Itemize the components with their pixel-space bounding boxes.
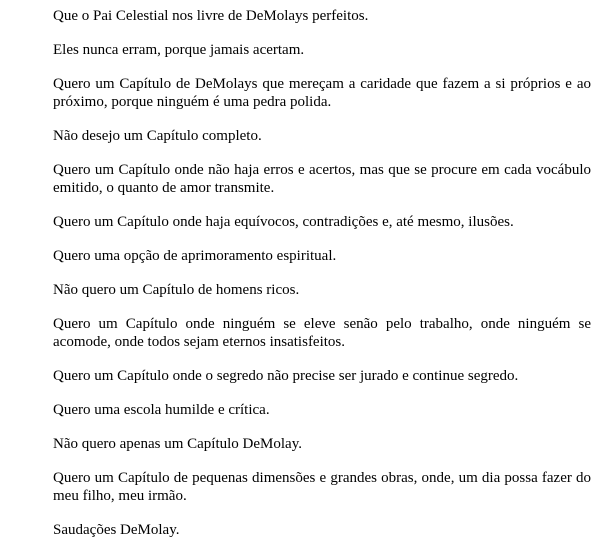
paragraph: Quero um Capítulo onde haja equívocos, contradições e, até mesmo, ilusões. <box>53 214 514 230</box>
paragraph: Que o Pai Celestial nos livre de DeMolays perfeitos. <box>53 8 369 24</box>
closing-salutation: Saudações DeMolay. <box>53 522 180 538</box>
paragraph: Não desejo um Capítulo completo. <box>53 128 262 144</box>
paragraph: Eles nunca erram, porque jamais acertam. <box>53 42 305 58</box>
paragraph: Quero um Capítulo onde o segredo não precise ser jurado e continue segredo. <box>53 368 519 384</box>
paragraph: Quero um Capítulo onde ninguém se eleve senão pelo trabalho, onde ninguém se acomode, onde todos sejam eternos insatisfeitos. <box>53 316 591 350</box>
paragraph: Quero uma escola humilde e crítica. <box>53 402 270 418</box>
paragraph: Não quero um Capítulo de homens ricos. <box>53 282 300 298</box>
paragraph: Não quero apenas um Capítulo DeMolay. <box>53 436 302 452</box>
paragraph: Quero um Capítulo de pequenas dimensões e grandes obras, onde, um dia possa fazer do meu filho, meu irmão. <box>53 470 591 504</box>
paragraph: Quero um Capítulo onde não haja erros e acertos, mas que se procure em cada vocábulo emitido, o quanto de amor transmite. <box>53 162 591 196</box>
paragraph: Quero um Capítulo de DeMolays que mereçam a caridade que fazem a si próprios e ao próximo, porque ninguém é uma pedra polida. <box>53 76 591 110</box>
paragraph: Quero uma opção de aprimoramento espiritual. <box>53 248 337 264</box>
